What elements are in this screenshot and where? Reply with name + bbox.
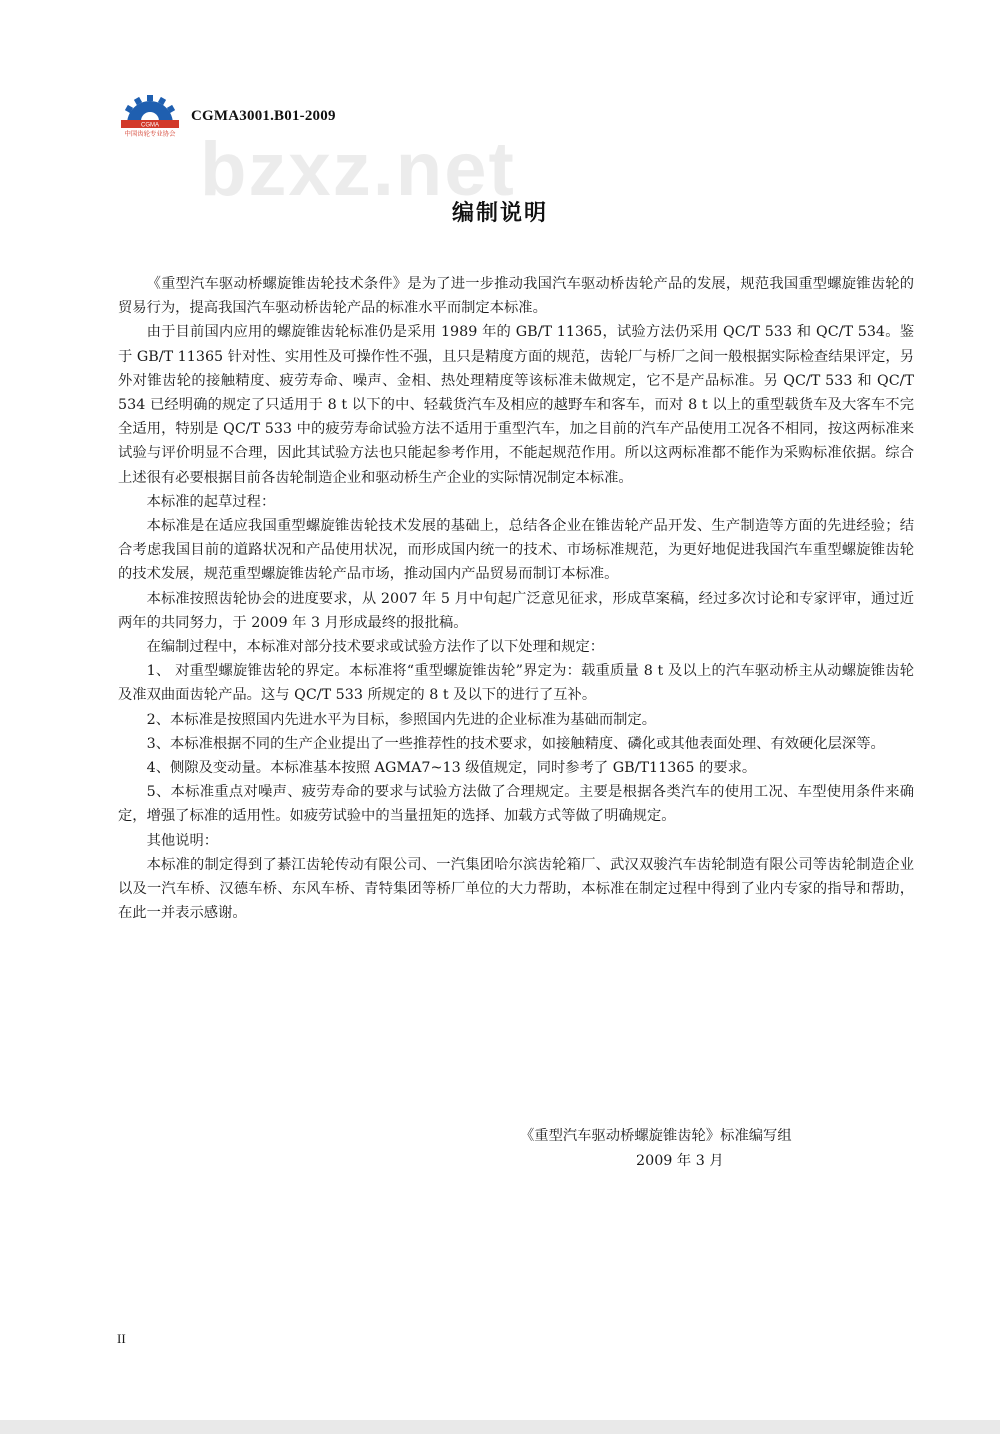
paragraph: 在编制过程中，本标准对部分技术要求或试验方法作了以下处理和规定： bbox=[146, 639, 605, 656]
signature-organization: 《重型汽车驱动桥螺旋锥齿轮》标准编写组 bbox=[520, 1128, 792, 1144]
gear-logo-icon bbox=[115, 94, 185, 138]
paragraph: 3、本标准根据不同的生产企业提出了一些推荐性的技术要求，如接触精度、磷化或其他表面处理、有效硬化层深等。 bbox=[146, 735, 885, 752]
body-text bbox=[118, 272, 914, 925]
paragraph: 1、 对重型螺旋锥齿轮的界定。本标准将“重型螺旋锥齿轮”界定为：载重质量 8 t 及以上的汽车驱动桥主从动螺旋锥齿轮及准双曲面齿轮产品。这与 QC/T 533 所规定的 8 t 及以下的进行了互补。 bbox=[118, 663, 914, 704]
paragraph: 本标准的起草过程： bbox=[146, 493, 276, 510]
paragraph: 由于目前国内应用的螺旋锥齿轮标准仍是采用 1989 年的 GB/T 11365，试验方法仍采用 QC/T 533 和 QC/T 534。鉴于 GB/T 11365 针对性、实用性及可操作性不强，且只是精度方面的规范，齿轮厂与桥厂之间一般根据实际检查结果评定，另外对锥齿轮的接触精度、疲劳寿命、噪声、金相、热处理精度等该标准未做规定，它不是产品标准。另 QC/T 533 和 QC/T 534 已经明确的规定了只适用于 8 t 以下的中、轻载货汽车及相应的越野车和客车，而对 8 t 以上的重型载货车及大客车不完全适用，特别是 QC/T 533 中的疲劳寿命试验方法不适用于重型汽车，加之目前的汽车产品使用工况各不相同，按这两标准来试验与评价明显不合理，因此其试验方法也只能起参考作用，不能起规范作用。所以这两标准都不能作为采购标准依据。综合上述很有必要根据目前各齿轮制造企业和驱动桥生产企业的实际情况制定本标准。 bbox=[118, 324, 914, 486]
paragraph: 2、本标准是按照国内先进水平为目标，参照国内先进的企业标准为基础而制定。 bbox=[146, 711, 657, 728]
svg-text:中国齿轮专业协会: 中国齿轮专业协会 bbox=[124, 129, 176, 138]
page-number: II bbox=[117, 1331, 126, 1346]
paragraph: 其他说明： bbox=[146, 832, 219, 849]
standard-code: CGMA3001.B01-2009 bbox=[191, 107, 336, 124]
watermark: bzxz.net bbox=[200, 127, 516, 212]
paragraph: 本标准按照齿轮协会的进度要求，从 2007 年 5 月中旬起广泛意见征求，形成草案稿，经过多次讨论和专家评审，通过近两年的共同努力，于 2009 年 3 月形成最终的报批稿。 bbox=[118, 590, 914, 631]
signature-date: 2009 年 3 月 bbox=[636, 1153, 724, 1169]
bottom-edge bbox=[0, 1420, 1000, 1434]
paragraph: 本标准是在适应我国重型螺旋锥齿轮技术发展的基础上，总结各企业在锥齿轮产品开发、生产制造等方面的先进经验；结合考虑我国目前的道路状况和产品使用状况，而形成国内统一的技术、市场标准规范，为更好地促进我国汽车重型螺旋锥齿轮的技术发展，规范重型螺旋锥齿轮产品市场，推动国内产品贸易而制订本标准。 bbox=[118, 518, 914, 583]
paragraph: 4、侧隙及变动量。本标准基本按照 AGMA7~13 级值规定，同时参考了 GB/T11365 的要求。 bbox=[146, 760, 757, 777]
page-title: 编制说明 bbox=[451, 201, 548, 226]
paragraph: 本标准的制定得到了綦江齿轮传动有限公司、一汽集团哈尔滨齿轮箱厂、武汉双骏汽车齿轮制造有限公司等齿轮制造企业以及一汽车桥、汉德车桥、东风车桥、青特集团等桥厂单位的大力帮助，本标准在制定过程中得到了业内专家的指导和帮助，在此一并表示感谢。 bbox=[118, 856, 914, 922]
paragraph: 《重型汽车驱动桥螺旋锥齿轮技术条件》是为了进一步推动我国汽车驱动桥齿轮产品的发展，规范我国重型螺旋锥齿轮的贸易行为，提高我国汽车驱动桥齿轮产品的标准水平而制定本标准。 bbox=[118, 276, 914, 317]
svg-text:CGMA: CGMA bbox=[141, 122, 159, 129]
paragraph: 5、本标准重点对噪声、疲劳寿命的要求与试验方法做了合理规定。主要是根据各类汽车的使用工况、车型使用条件来确定，增强了标准的适用性。如疲劳试验中的当量扭矩的选择、加载方式等做了明确规定。 bbox=[118, 784, 914, 825]
signature-block bbox=[480, 1124, 900, 1174]
